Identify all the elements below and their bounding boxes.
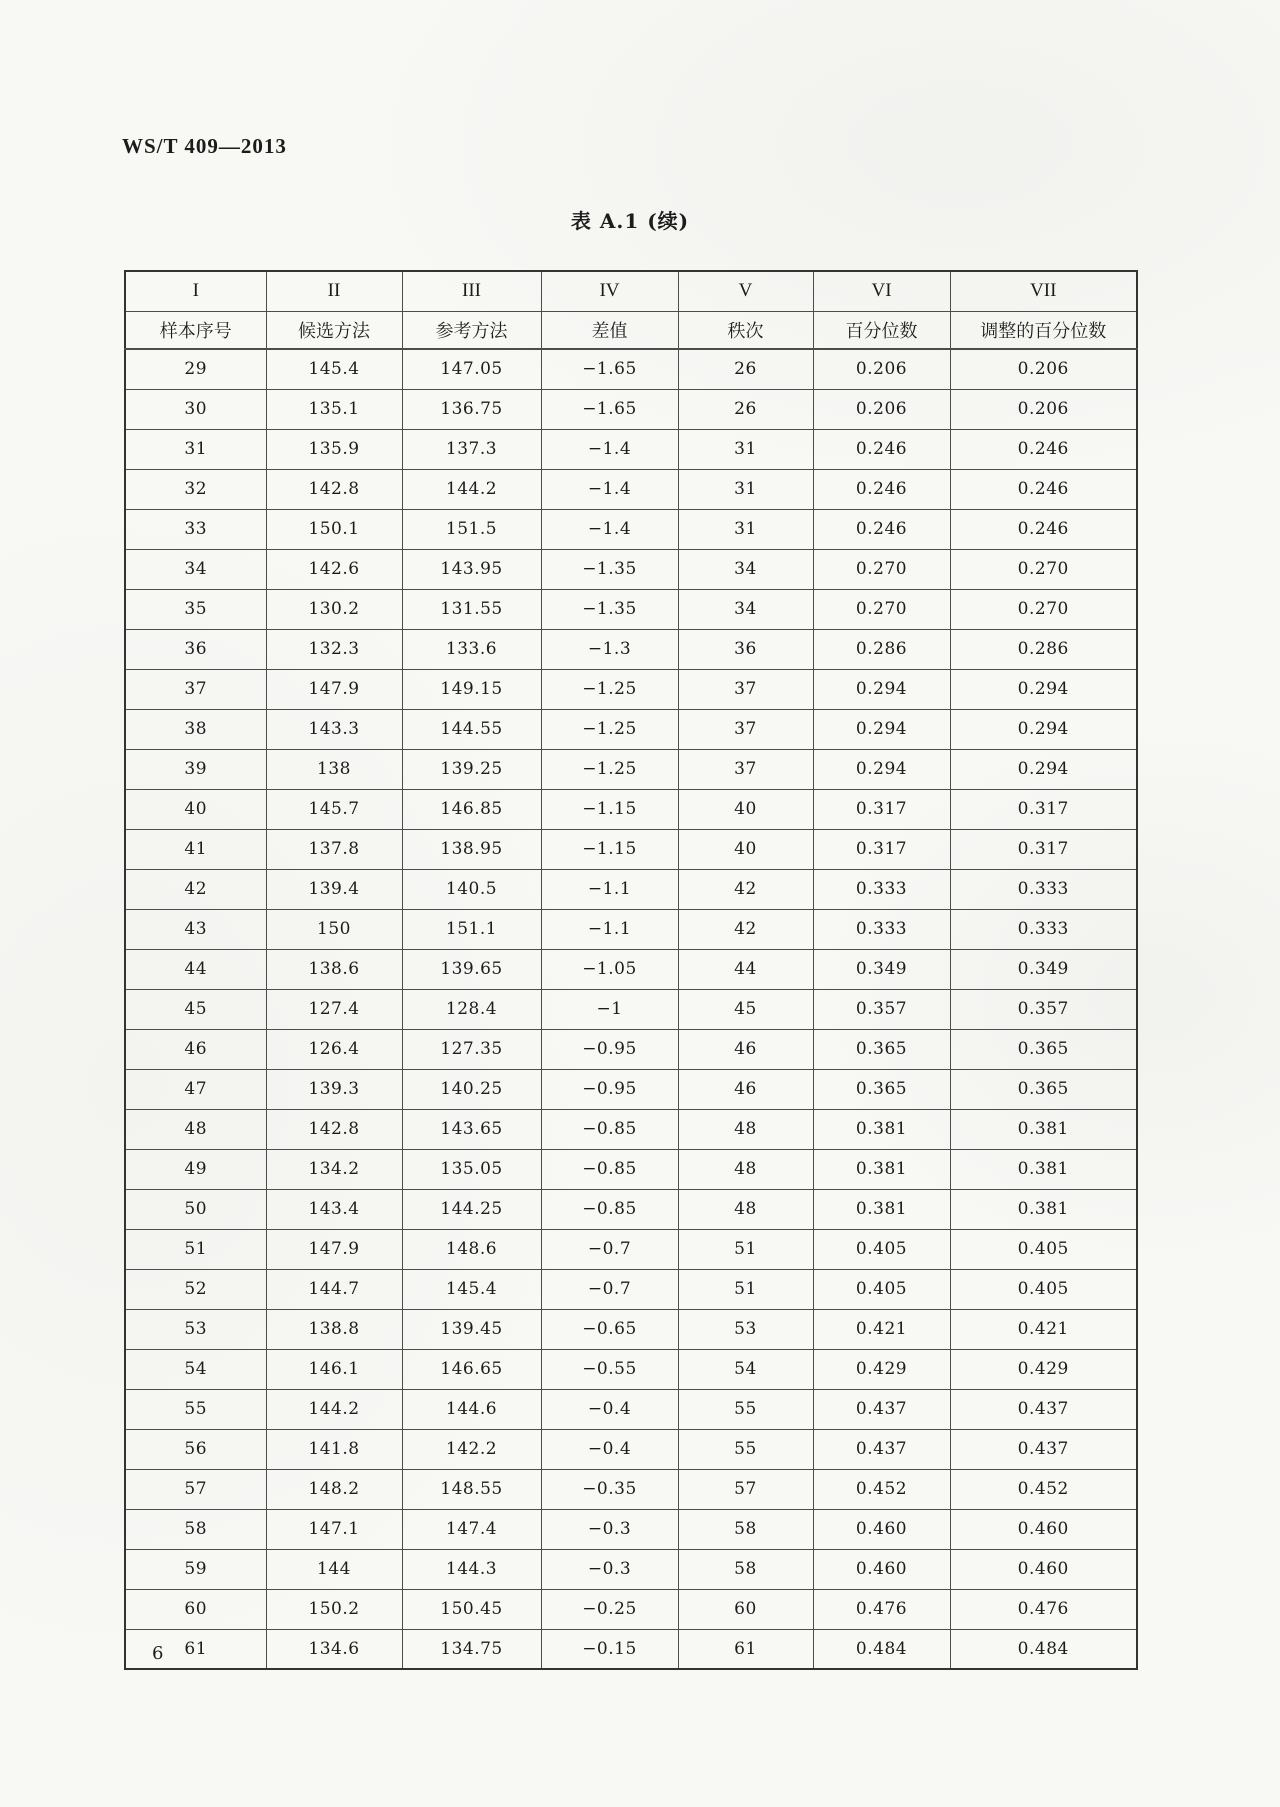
table-cell: 144.2 xyxy=(402,469,541,509)
table-cell: 145.4 xyxy=(266,349,402,389)
table-cell: 0.405 xyxy=(813,1229,950,1269)
table-cell: 0.294 xyxy=(813,749,950,789)
table-row xyxy=(125,349,1137,389)
table-cell: 128.4 xyxy=(402,989,541,1029)
column-header-numeral: II xyxy=(266,271,402,311)
table-cell: 40 xyxy=(678,829,813,869)
table-cell: 132.3 xyxy=(266,629,402,669)
table-cell: 144.7 xyxy=(266,1269,402,1309)
table-cell: 144.55 xyxy=(402,709,541,749)
table-cell: 33 xyxy=(125,509,266,549)
table-cell: 147.1 xyxy=(266,1509,402,1549)
table-cell: 144 xyxy=(266,1549,402,1589)
table-row xyxy=(125,1509,1137,1549)
table-cell: 34 xyxy=(678,589,813,629)
table-cell: 150.2 xyxy=(266,1589,402,1629)
column-header-numeral: I xyxy=(125,271,266,311)
table-cell: 147.9 xyxy=(266,669,402,709)
table-cell: 54 xyxy=(678,1349,813,1389)
table-cell: −1.25 xyxy=(541,749,678,789)
table-row xyxy=(125,1629,1137,1669)
table-cell: −0.85 xyxy=(541,1149,678,1189)
table-cell: 53 xyxy=(125,1309,266,1349)
table-cell: 149.15 xyxy=(402,669,541,709)
table-cell: 48 xyxy=(678,1189,813,1229)
table-cell: 146.85 xyxy=(402,789,541,829)
table-cell: 0.437 xyxy=(950,1429,1137,1469)
table-cell: −0.85 xyxy=(541,1189,678,1229)
table-cell: 36 xyxy=(125,629,266,669)
table-cell: 142.2 xyxy=(402,1429,541,1469)
column-label-row xyxy=(125,311,1137,349)
table-cell: 0.429 xyxy=(950,1349,1137,1389)
table-cell: −1.3 xyxy=(541,629,678,669)
table-cell: 143.4 xyxy=(266,1189,402,1229)
table-cell: 0.365 xyxy=(950,1029,1137,1069)
table-cell: 140.25 xyxy=(402,1069,541,1109)
table-cell: −0.3 xyxy=(541,1549,678,1589)
table-cell: 0.460 xyxy=(950,1549,1137,1589)
column-header-numeral: III xyxy=(402,271,541,311)
table-cell: 26 xyxy=(678,389,813,429)
table-cell: −1.1 xyxy=(541,869,678,909)
table-row xyxy=(125,669,1137,709)
table-cell: 34 xyxy=(678,549,813,589)
table-cell: −1.4 xyxy=(541,509,678,549)
table-cell: 0.270 xyxy=(950,549,1137,589)
table-row xyxy=(125,1069,1137,1109)
table-row xyxy=(125,1349,1137,1389)
table-cell: 0.333 xyxy=(950,869,1137,909)
table-cell: 0.381 xyxy=(950,1109,1137,1149)
table-cell: 0.246 xyxy=(813,509,950,549)
table-cell: 144.3 xyxy=(402,1549,541,1589)
table-cell: 144.6 xyxy=(402,1389,541,1429)
table-cell: 0.294 xyxy=(950,709,1137,749)
table-cell: −0.15 xyxy=(541,1629,678,1669)
table-cell: 52 xyxy=(125,1269,266,1309)
table-cell: 58 xyxy=(678,1549,813,1589)
table-cell: 0.333 xyxy=(813,869,950,909)
table-cell: 0.206 xyxy=(950,389,1137,429)
table-cell: 0.405 xyxy=(813,1269,950,1309)
table-cell: −1 xyxy=(541,989,678,1029)
table-cell: 31 xyxy=(678,429,813,469)
table-cell: 0.206 xyxy=(950,349,1137,389)
table-cell: 37 xyxy=(125,669,266,709)
table-cell: −0.3 xyxy=(541,1509,678,1549)
table-row xyxy=(125,1389,1137,1429)
table-cell: −1.4 xyxy=(541,429,678,469)
table-cell: 0.246 xyxy=(950,469,1137,509)
table-row xyxy=(125,709,1137,749)
table-cell: −0.7 xyxy=(541,1269,678,1309)
table-cell: 151.5 xyxy=(402,509,541,549)
table-cell: 0.246 xyxy=(950,429,1137,469)
table-cell: −1.35 xyxy=(541,589,678,629)
table-cell: −0.65 xyxy=(541,1309,678,1349)
table-row xyxy=(125,949,1137,989)
table-cell: 29 xyxy=(125,349,266,389)
table-row xyxy=(125,629,1137,669)
table-cell: 0.437 xyxy=(813,1389,950,1429)
table-cell: 136.75 xyxy=(402,389,541,429)
table-cell: −0.7 xyxy=(541,1229,678,1269)
table-cell: 0.484 xyxy=(950,1629,1137,1669)
table-cell: 135.05 xyxy=(402,1149,541,1189)
table-cell: 49 xyxy=(125,1149,266,1189)
table-cell: 60 xyxy=(125,1589,266,1629)
table-cell: 138.95 xyxy=(402,829,541,869)
table-cell: −1.05 xyxy=(541,949,678,989)
table-cell: 0.317 xyxy=(950,829,1137,869)
table-cell: 59 xyxy=(125,1549,266,1589)
table-cell: 53 xyxy=(678,1309,813,1349)
table-cell: 134.75 xyxy=(402,1629,541,1669)
table-cell: 35 xyxy=(125,589,266,629)
table-row xyxy=(125,549,1137,589)
table-row xyxy=(125,389,1137,429)
column-header-numeral: IV xyxy=(541,271,678,311)
column-header-label: 参考方法 xyxy=(402,311,541,349)
table-cell: 37 xyxy=(678,709,813,749)
table-cell: 43 xyxy=(125,909,266,949)
table-cell: 148.55 xyxy=(402,1469,541,1509)
table-cell: −0.95 xyxy=(541,1069,678,1109)
table-cell: 131.55 xyxy=(402,589,541,629)
table-cell: 127.35 xyxy=(402,1029,541,1069)
table-cell: 0.381 xyxy=(813,1149,950,1189)
table-cell: 144.25 xyxy=(402,1189,541,1229)
column-header-label: 候选方法 xyxy=(266,311,402,349)
table-cell: −1.4 xyxy=(541,469,678,509)
table-cell: −1.25 xyxy=(541,669,678,709)
table-row xyxy=(125,469,1137,509)
table-cell: 0.357 xyxy=(813,989,950,1029)
table-row xyxy=(125,1589,1137,1629)
table-cell: 0.349 xyxy=(950,949,1137,989)
table-title: 表 A.1 (续) xyxy=(570,209,690,233)
table-cell: 38 xyxy=(125,709,266,749)
table-row xyxy=(125,1149,1137,1189)
table-cell: 139.45 xyxy=(402,1309,541,1349)
table-cell: 148.2 xyxy=(266,1469,402,1509)
table-cell: 0.286 xyxy=(950,629,1137,669)
table-cell: 55 xyxy=(678,1389,813,1429)
table-row xyxy=(125,1549,1137,1589)
table-cell: 0.437 xyxy=(950,1389,1137,1429)
table-cell: 46 xyxy=(678,1069,813,1109)
table-cell: 58 xyxy=(125,1509,266,1549)
table-cell: 135.1 xyxy=(266,389,402,429)
table-row xyxy=(125,909,1137,949)
table-cell: 134.6 xyxy=(266,1629,402,1669)
table-cell: 0.333 xyxy=(813,909,950,949)
table-cell: 42 xyxy=(678,909,813,949)
table-cell: −0.25 xyxy=(541,1589,678,1629)
table-cell: 57 xyxy=(678,1469,813,1509)
table-cell: 145.4 xyxy=(402,1269,541,1309)
table-row xyxy=(125,1229,1137,1269)
table-cell: 37 xyxy=(678,749,813,789)
column-header-label: 秩次 xyxy=(678,311,813,349)
table-cell: 0.429 xyxy=(813,1349,950,1389)
table-cell: 0.206 xyxy=(813,389,950,429)
table-cell: 42 xyxy=(125,869,266,909)
table-row xyxy=(125,589,1137,629)
table-row xyxy=(125,989,1137,1029)
table-cell: 56 xyxy=(125,1429,266,1469)
table-cell: 26 xyxy=(678,349,813,389)
table-cell: 0.365 xyxy=(950,1069,1137,1109)
table-cell: −0.35 xyxy=(541,1469,678,1509)
table-cell: 150 xyxy=(266,909,402,949)
table-cell: −0.55 xyxy=(541,1349,678,1389)
table-cell: 138.8 xyxy=(266,1309,402,1349)
column-header-numeral: VI xyxy=(813,271,950,311)
table-row xyxy=(125,829,1137,869)
table-row xyxy=(125,509,1137,549)
table-cell: 0.294 xyxy=(950,749,1137,789)
column-header-label: 调整的百分位数 xyxy=(950,311,1137,349)
table-cell: 0.246 xyxy=(813,429,950,469)
table-cell: 60 xyxy=(678,1589,813,1629)
table-cell: 47 xyxy=(125,1069,266,1109)
table-cell: 137.8 xyxy=(266,829,402,869)
table-cell: 51 xyxy=(678,1229,813,1269)
column-header-numeral: V xyxy=(678,271,813,311)
table-cell: 54 xyxy=(125,1349,266,1389)
table-cell: 48 xyxy=(678,1149,813,1189)
table-row xyxy=(125,1109,1137,1149)
table-cell: 145.7 xyxy=(266,789,402,829)
table-row xyxy=(125,789,1137,829)
table-cell: 146.1 xyxy=(266,1349,402,1389)
table-cell: 0.460 xyxy=(813,1549,950,1589)
table-cell: 61 xyxy=(125,1629,266,1669)
table-cell: 44 xyxy=(125,949,266,989)
table-cell: 45 xyxy=(125,989,266,1029)
table-cell: 141.8 xyxy=(266,1429,402,1469)
table-cell: 144.2 xyxy=(266,1389,402,1429)
table-cell: 0.381 xyxy=(813,1189,950,1229)
table-cell: 130.2 xyxy=(266,589,402,629)
table-cell: −1.35 xyxy=(541,549,678,589)
table-cell: 37 xyxy=(678,669,813,709)
table-cell: 134.2 xyxy=(266,1149,402,1189)
table-cell: −1.25 xyxy=(541,709,678,749)
table-cell: 0.476 xyxy=(813,1589,950,1629)
table-cell: 146.65 xyxy=(402,1349,541,1389)
table-cell: 0.381 xyxy=(950,1149,1137,1189)
table-cell: −0.85 xyxy=(541,1109,678,1149)
table-cell: 45 xyxy=(678,989,813,1029)
table-cell: 0.365 xyxy=(813,1029,950,1069)
column-header-numeral: VII xyxy=(950,271,1137,311)
table-cell: 42 xyxy=(678,869,813,909)
table-cell: 34 xyxy=(125,549,266,589)
table-cell: 61 xyxy=(678,1629,813,1669)
table-cell: 0.365 xyxy=(813,1069,950,1109)
table-cell: 137.3 xyxy=(402,429,541,469)
table-cell: 31 xyxy=(678,469,813,509)
table-cell: 126.4 xyxy=(266,1029,402,1069)
table-cell: 55 xyxy=(125,1389,266,1429)
table-row xyxy=(125,1429,1137,1469)
table-cell: 36 xyxy=(678,629,813,669)
table-cell: 50 xyxy=(125,1189,266,1229)
table-cell: 0.294 xyxy=(950,669,1137,709)
table-cell: 140.5 xyxy=(402,869,541,909)
column-header-label: 差值 xyxy=(541,311,678,349)
table-cell: 139.3 xyxy=(266,1069,402,1109)
table-cell: 0.460 xyxy=(813,1509,950,1549)
table-row xyxy=(125,1189,1137,1229)
table-cell: −0.4 xyxy=(541,1389,678,1429)
document-code: WS/T 409—2013 xyxy=(122,134,287,158)
table-row xyxy=(125,1029,1137,1069)
table-row xyxy=(125,1469,1137,1509)
table-cell: 0.270 xyxy=(950,589,1137,629)
table-cell: 150.45 xyxy=(402,1589,541,1629)
table-header xyxy=(125,271,1137,349)
table-cell: 0.294 xyxy=(813,669,950,709)
table-cell: 0.286 xyxy=(813,629,950,669)
table-cell: 51 xyxy=(678,1269,813,1309)
table-cell: −0.95 xyxy=(541,1029,678,1069)
table-cell: 139.25 xyxy=(402,749,541,789)
table-cell: 0.381 xyxy=(813,1109,950,1149)
column-numeral-row xyxy=(125,271,1137,311)
page-number: 6 xyxy=(152,1643,164,1664)
table-row xyxy=(125,1309,1137,1349)
table-cell: 143.3 xyxy=(266,709,402,749)
table-cell: 55 xyxy=(678,1429,813,1469)
table-cell: 0.270 xyxy=(813,549,950,589)
table-cell: 0.437 xyxy=(813,1429,950,1469)
table-cell: 147.9 xyxy=(266,1229,402,1269)
table-cell: 0.246 xyxy=(950,509,1137,549)
table-cell: 30 xyxy=(125,389,266,429)
table-cell: 133.6 xyxy=(402,629,541,669)
table-cell: 51 xyxy=(125,1229,266,1269)
table-cell: 0.357 xyxy=(950,989,1137,1029)
table-body xyxy=(125,349,1137,1669)
table-cell: 0.270 xyxy=(813,589,950,629)
table-cell: 139.65 xyxy=(402,949,541,989)
table-cell: 148.6 xyxy=(402,1229,541,1269)
table-cell: 48 xyxy=(678,1109,813,1149)
table-cell: 138 xyxy=(266,749,402,789)
table-cell: −1.15 xyxy=(541,829,678,869)
table-cell: 0.476 xyxy=(950,1589,1137,1629)
table-cell: 0.421 xyxy=(950,1309,1137,1349)
table-cell: 0.405 xyxy=(950,1229,1137,1269)
table-cell: 147.05 xyxy=(402,349,541,389)
table-cell: 44 xyxy=(678,949,813,989)
table-cell: 46 xyxy=(125,1029,266,1069)
table-cell: 0.317 xyxy=(950,789,1137,829)
table-cell: 0.460 xyxy=(950,1509,1137,1549)
table-cell: 142.8 xyxy=(266,1109,402,1149)
table-cell: 0.452 xyxy=(813,1469,950,1509)
table-cell: 40 xyxy=(678,789,813,829)
table-cell: 31 xyxy=(125,429,266,469)
table-cell: 48 xyxy=(125,1109,266,1149)
table-cell: 39 xyxy=(125,749,266,789)
table-cell: 0.294 xyxy=(813,709,950,749)
table-cell: 150.1 xyxy=(266,509,402,549)
table-cell: 143.65 xyxy=(402,1109,541,1149)
table-row xyxy=(125,869,1137,909)
table-cell: 142.8 xyxy=(266,469,402,509)
table-cell: 142.6 xyxy=(266,549,402,589)
column-header-label: 样本序号 xyxy=(125,311,266,349)
table-cell: 0.333 xyxy=(950,909,1137,949)
table-row xyxy=(125,749,1137,789)
table-cell: 46 xyxy=(678,1029,813,1069)
table-cell: 58 xyxy=(678,1509,813,1549)
table-cell: 0.349 xyxy=(813,949,950,989)
table-cell: 151.1 xyxy=(402,909,541,949)
table-cell: −1.65 xyxy=(541,349,678,389)
table-cell: 0.484 xyxy=(813,1629,950,1669)
table-cell: 0.317 xyxy=(813,789,950,829)
table-cell: −1.15 xyxy=(541,789,678,829)
table-cell: 139.4 xyxy=(266,869,402,909)
table-cell: 31 xyxy=(678,509,813,549)
table-cell: 0.405 xyxy=(950,1269,1137,1309)
table-cell: 147.4 xyxy=(402,1509,541,1549)
table-row xyxy=(125,1269,1137,1309)
table-cell: 143.95 xyxy=(402,549,541,589)
table-cell: 32 xyxy=(125,469,266,509)
table-cell: 0.452 xyxy=(950,1469,1137,1509)
table-row xyxy=(125,429,1137,469)
table-cell: 41 xyxy=(125,829,266,869)
table-cell: −0.4 xyxy=(541,1429,678,1469)
table-cell: 138.6 xyxy=(266,949,402,989)
table-cell: 0.206 xyxy=(813,349,950,389)
table-cell: 57 xyxy=(125,1469,266,1509)
table-cell: 0.246 xyxy=(813,469,950,509)
data-table xyxy=(124,270,1138,1670)
table-cell: 127.4 xyxy=(266,989,402,1029)
column-header-label: 百分位数 xyxy=(813,311,950,349)
table-cell: 0.317 xyxy=(813,829,950,869)
table-cell: −1.65 xyxy=(541,389,678,429)
table-cell: 0.421 xyxy=(813,1309,950,1349)
table-cell: −1.1 xyxy=(541,909,678,949)
table-cell: 0.381 xyxy=(950,1189,1137,1229)
table-cell: 40 xyxy=(125,789,266,829)
table-cell: 135.9 xyxy=(266,429,402,469)
